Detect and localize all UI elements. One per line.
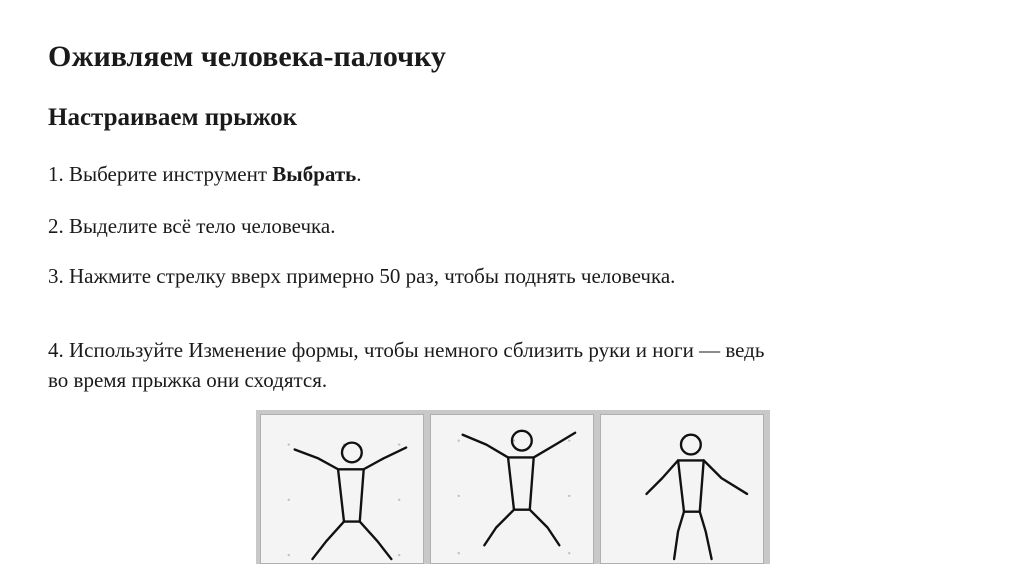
page-title: Оживляем человека-палочку [48, 40, 446, 73]
frame-3 [600, 414, 764, 564]
step-1-suffix: . [356, 162, 362, 186]
stick-figure-arms-down-legs-closer [601, 415, 763, 563]
section-subtitle: Настраиваем прыжок [48, 104, 298, 131]
stick-figure-frames [256, 410, 770, 564]
stick-figure-arms-up-legs-apart [261, 415, 423, 563]
frame-2 [430, 414, 594, 564]
step-1 [48, 159, 362, 189]
stick-figure-raised-arms-out [431, 415, 593, 563]
step-3: 3. Нажмите стрелку вверх примерно 50 раз, чтобы поднять человечка. [48, 264, 676, 288]
step-4: 4. Используйте Изменение формы, чтобы немного сблизить руки и ноги — ведь во время прыжка они сходятся. [48, 338, 765, 392]
step-1-prefix: 1. Выберите инструмент [48, 162, 273, 186]
step-1-tool-name: Выбрать [272, 162, 357, 186]
frame-1 [260, 414, 424, 564]
step-2: 2. Выделите всё тело человечка. [48, 214, 336, 238]
